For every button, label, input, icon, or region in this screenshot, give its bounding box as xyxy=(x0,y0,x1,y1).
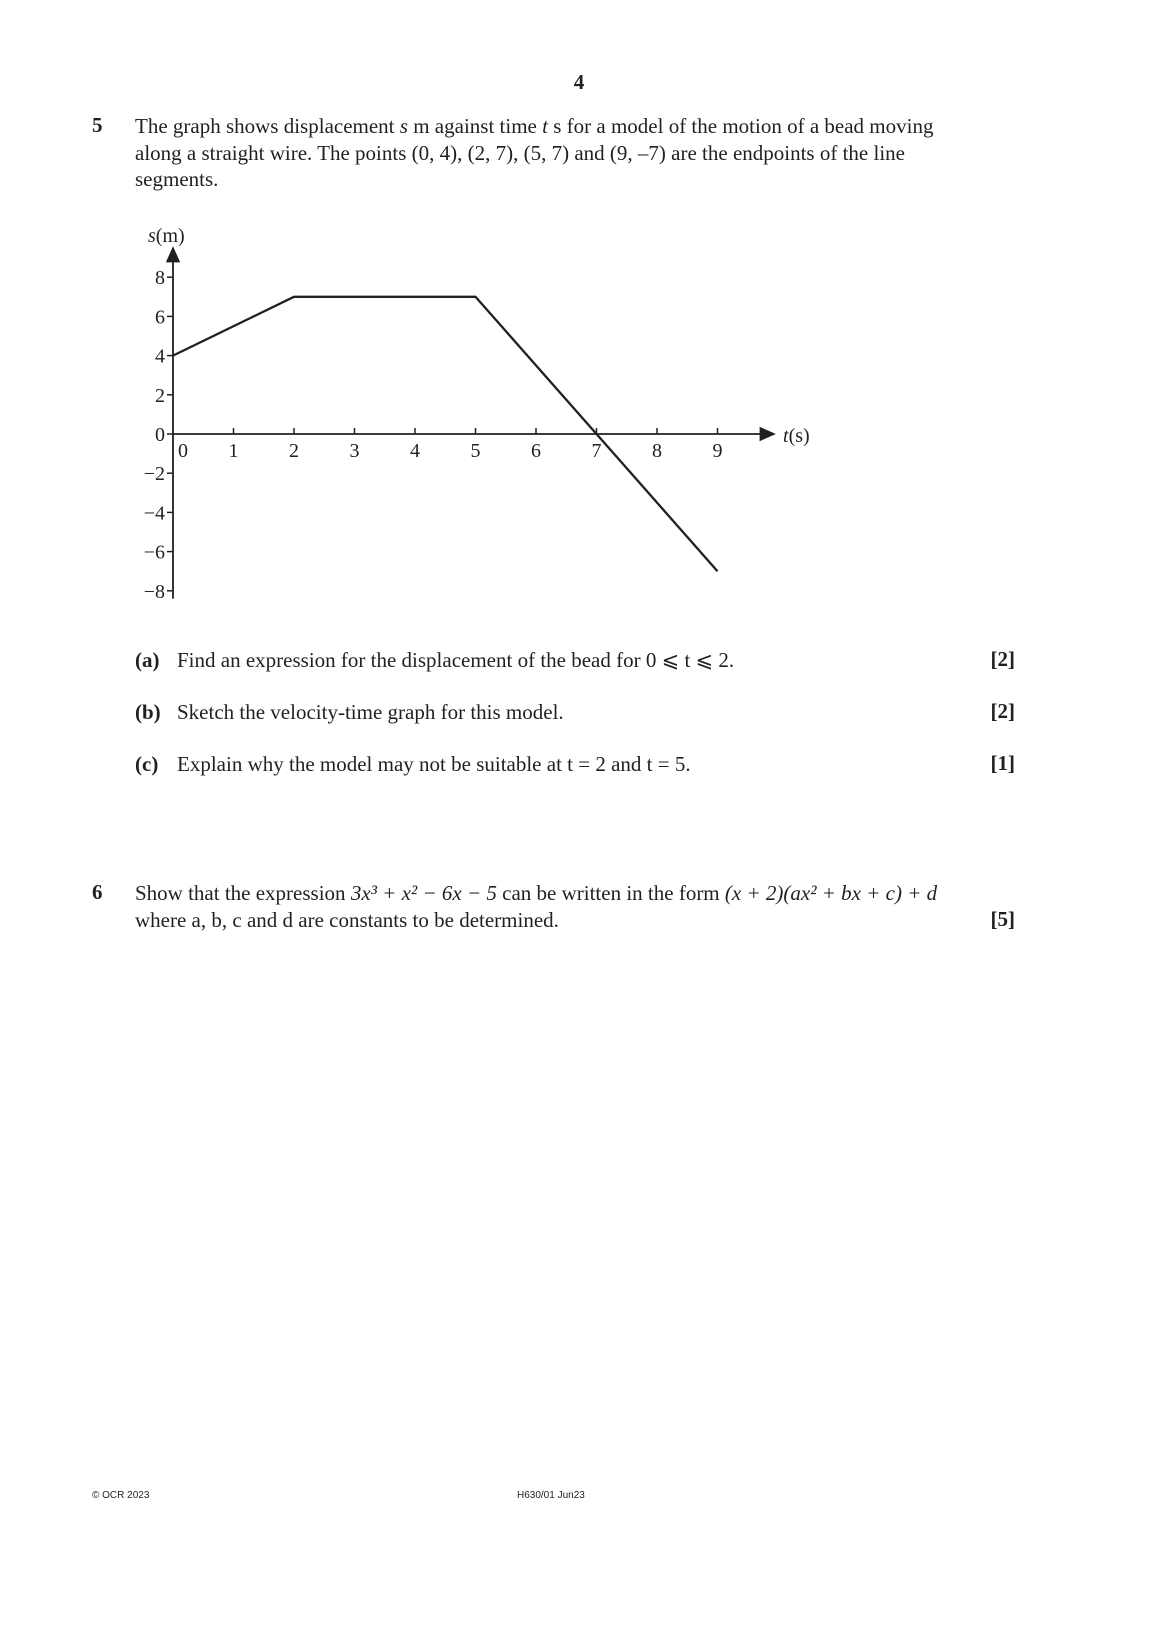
x-tick-label: 4 xyxy=(410,440,420,462)
y-axis-label: s(m) xyxy=(148,225,185,247)
part-c-marks: [1] xyxy=(990,751,1015,775)
part-a: (a) Find an expression for the displacement of the bead for 0 ⩽ t ⩽ 2. xyxy=(135,648,735,672)
x-tick-label: 2 xyxy=(289,440,299,462)
question-6-text: Show that the expression 3x³ + x² − 6x − 5 can be written in the form (x + 2)(ax² + bx + c) + d where a, b, c and d are constants to be determined. xyxy=(135,881,938,932)
x-tick-label: 0 xyxy=(178,440,188,462)
question-5-number: 5 xyxy=(92,113,103,137)
y-tick-label: −2 xyxy=(143,463,165,486)
footer-copyright: © OCR 2023 xyxy=(92,1490,150,1501)
part-c: (c) Explain why the model may not be suitable at t = 2 and t = 5. xyxy=(135,752,691,776)
y-tick-label: −6 xyxy=(143,541,165,564)
x-tick-label: 3 xyxy=(349,440,360,462)
y-tick-label: 6 xyxy=(155,306,165,329)
page-number: 4 xyxy=(573,70,585,94)
footer-paper-code: H630/01 Jun23 xyxy=(517,1490,585,1501)
x-tick-label: 5 xyxy=(470,440,481,462)
x-tick-label: 9 xyxy=(712,440,723,462)
x-tick-label: 6 xyxy=(531,440,541,462)
question-6-number: 6 xyxy=(92,880,103,904)
x-tick-label: 1 xyxy=(228,440,239,462)
y-tick-label: 4 xyxy=(155,345,165,368)
displacement-time-graph xyxy=(0,0,1158,640)
x-axis-label: t(s) xyxy=(783,425,810,447)
y-tick-label: 0 xyxy=(155,424,165,446)
part-a-marks: [2] xyxy=(990,647,1015,671)
x-tick-label: 7 xyxy=(591,440,602,462)
y-tick-label: 2 xyxy=(155,384,165,407)
question-6-marks: [5] xyxy=(990,907,1015,931)
part-b-marks: [2] xyxy=(990,699,1015,723)
y-tick-label: 8 xyxy=(155,267,165,290)
part-b: (b) Sketch the velocity-time graph for this model. xyxy=(135,700,564,724)
y-tick-label: −8 xyxy=(143,580,165,603)
y-tick-label: −4 xyxy=(143,502,165,525)
x-tick-label: 8 xyxy=(652,440,662,462)
question-5-text: The graph shows displacement s m against time t s for a model of the motion of a bead moving along a straight wire. The points (0, 4), (2, 7), (5, 7) and (9, –7) are the endpoints of the line segments. xyxy=(135,114,934,191)
